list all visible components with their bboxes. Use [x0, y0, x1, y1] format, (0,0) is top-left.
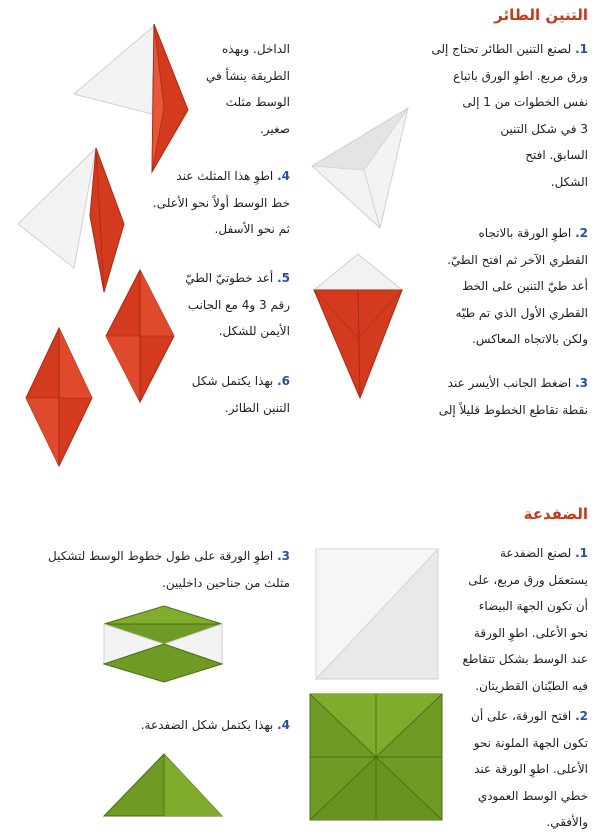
step-text: رقم 3 و4 مع الجانب [187, 297, 290, 312]
frog-step1-illustration [314, 545, 440, 681]
step-text: افتح الورقة، على أن [471, 709, 572, 723]
step-number: 4. [277, 169, 290, 183]
dragon-step2-illustration [310, 250, 406, 400]
step-number: 2. [575, 226, 588, 240]
dragon-step1-illustration [306, 100, 416, 230]
step-text: ثم نحو الأسفل. [214, 222, 290, 236]
dragon-step-1 [431, 36, 588, 195]
step-text: اطوِ الورقة بالاتجاه [478, 226, 572, 240]
step-text: خط الوسط أولاً نحو الأعلى. [152, 195, 290, 210]
step-text: أعد خطوتيّ الطيّ [185, 271, 274, 285]
step-text: القطري الأول الذي تم طيّه [455, 305, 588, 320]
step-text: والأفقي. [546, 815, 588, 829]
step-text: السابق. افتح [525, 148, 588, 162]
step-text: خطي الوسط العمودي [477, 788, 588, 803]
step-text: 3 في شكل التنين [500, 121, 588, 136]
step-text: الطريقة ينشأ في [206, 68, 290, 83]
step-text: لصنع الضفدعة [500, 546, 572, 560]
step-text: عند الوسط بشكل تتقاطع [462, 652, 588, 666]
step-text: أعد طيّ التنين على الخط [462, 279, 588, 293]
dragon-step-3-continued [206, 36, 290, 142]
step-text: الشكل. [550, 174, 588, 189]
dragon-step-2 [447, 220, 588, 353]
step-text: تكون الجهة الملونة نحو [473, 735, 588, 750]
step-text: لصنع التنين الطائر تحتاج إلى [431, 42, 572, 56]
step-number: 2. [575, 709, 588, 723]
step-text: ولكن بالاتجاه المعاكس. [472, 332, 588, 346]
dragon-section-title: التنين الطائر [494, 6, 588, 24]
dragon-finished-illustration [24, 326, 94, 468]
step-number: 1. [575, 546, 588, 560]
step-text: بهذا يكتمل شكل [191, 374, 274, 388]
step-text: ورق مربع. اطوِ الورق باتباع [453, 68, 588, 83]
step-text: نقطة تقاطع الخطوط قليلاً إلى [438, 402, 588, 417]
step-text: فيه الطيّتان القطريتان. [475, 678, 588, 693]
step-text: الوسط مثلث [225, 95, 290, 109]
step-text: اضغط الجانب الأيسر عند [447, 376, 572, 390]
step-text: الأعلى. اطوِ الورقة عند [474, 762, 588, 776]
frog-section-title: الضفدعة [523, 505, 588, 523]
dragon-step-5 [185, 265, 290, 345]
step-number: 4. [277, 718, 290, 732]
step-text: الداخل. وبهذه [221, 42, 290, 56]
step-text: بهذا يكتمل شكل الضفدعة. [140, 718, 274, 732]
frog-step-1 [462, 540, 588, 699]
step-text: نحو الأعلى. اطوِ الورقة [473, 625, 588, 640]
step-text: أن تكون الجهة البيضاء [478, 599, 588, 613]
step-number: 1. [575, 42, 588, 56]
step-text: يستعمَل ورق مربع، على [468, 572, 588, 587]
dragon-step5-illustration [104, 268, 176, 404]
step-text: الأيمن للشكل. [218, 324, 290, 338]
step-text: اطوِ الورقة على طول خطوط الوسط لتشكيل [48, 549, 274, 563]
frog-step3-illustration [100, 604, 226, 684]
step-number: 3. [575, 376, 588, 390]
step-text: مثلث من جناحين داخليين. [162, 575, 290, 590]
step-text: اطوِ هذا المثلث عند [176, 169, 274, 183]
frog-step-4 [141, 712, 290, 739]
step-text: القطري الآخر ثم افتح الطيّ. [447, 252, 588, 267]
frog-step2-illustration [308, 692, 444, 822]
frog-step-2 [471, 703, 588, 836]
frog-step-3 [48, 543, 290, 596]
dragon-step-3 [439, 370, 588, 423]
dragon-step-6 [192, 368, 290, 421]
step-text: نفس الخطوات من 1 إلى [462, 95, 588, 109]
step-number: 5. [277, 271, 290, 285]
step-text: صغير. [259, 121, 290, 136]
frog-finished-illustration [102, 752, 224, 818]
step-number: 3. [277, 549, 290, 563]
step-text: التنين الطائر. [224, 400, 290, 415]
step-number: 6. [277, 374, 290, 388]
